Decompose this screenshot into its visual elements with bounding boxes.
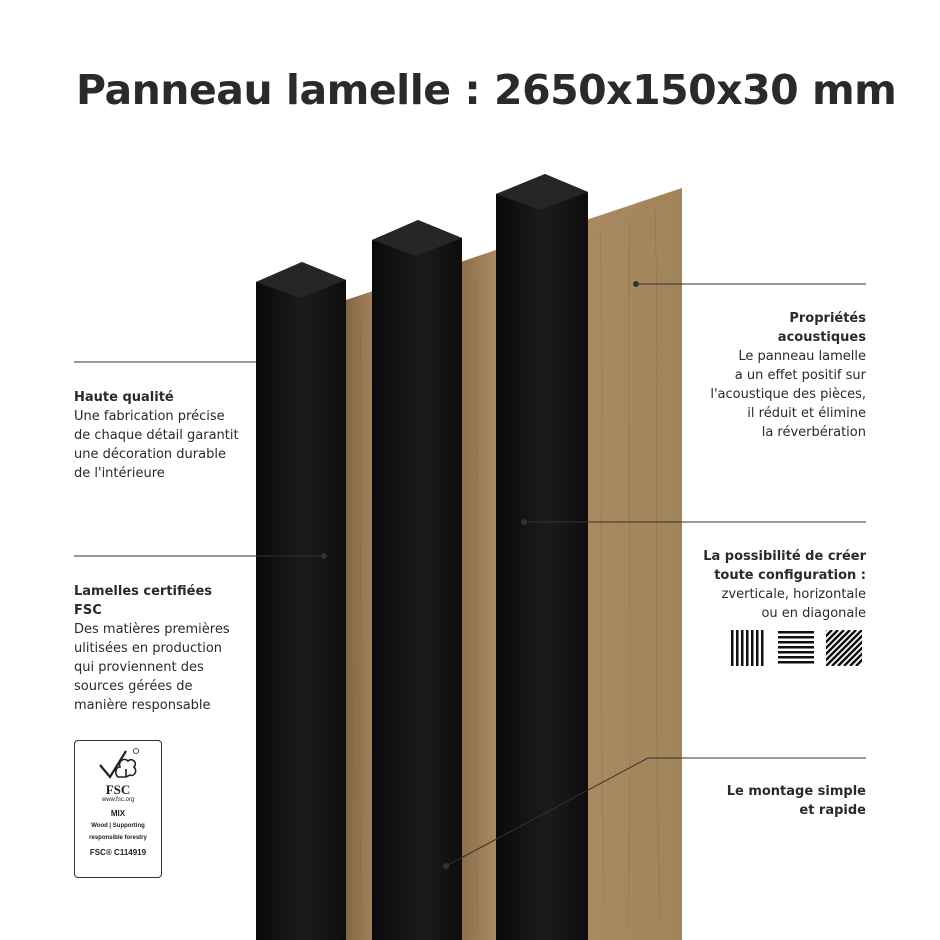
feature-text-line: l'acoustique des pièces, [710, 387, 866, 402]
feature-text-line: zverticale, horizontale [721, 587, 866, 602]
feature-text-line: la réverbération [761, 425, 866, 440]
feature-heading: acoustiques [777, 330, 866, 345]
fsc-code: FSC® C114919 [89, 848, 147, 857]
feature-text-line: Des matières premières [74, 622, 230, 637]
feature-acoustique [666, 309, 866, 442]
feature-heading: toute configuration : [714, 568, 866, 583]
feature-heading: La possibilité de créer [703, 549, 866, 564]
vertical-lines-icon [730, 630, 766, 666]
feature-text-line: manière responsable [74, 698, 211, 713]
fsc-sub-line: Wood | Supporting [91, 823, 145, 829]
oak-channel [346, 292, 372, 940]
feature-text-line: Une fabrication précise [74, 409, 225, 424]
feature-text-line: de l'intérieure [74, 466, 165, 481]
orientation-icons [730, 630, 866, 666]
oak-channel [462, 250, 496, 940]
feature-text-line: ulitisées en production [74, 641, 223, 656]
black-slat [372, 220, 462, 940]
fsc-mix: MIX [110, 809, 126, 818]
feature-haute-qualite [74, 388, 274, 483]
feature-text-line: Le panneau lamelle [738, 349, 866, 364]
feature-heading: FSC [74, 603, 102, 618]
fsc-url: www.fsc.org [101, 797, 135, 803]
feature-heading: Propriétés [789, 311, 866, 326]
feature-heading: Lamelles certifiées [74, 584, 213, 599]
feature-text-line: de chaque détail garantit [74, 428, 239, 443]
horizontal-lines-icon [778, 630, 814, 666]
black-slat [496, 174, 588, 940]
fsc-name: FSC [105, 782, 131, 797]
feature-text-line: une décoration durable [74, 447, 226, 462]
page-title: Panneau lamelle : 2650x150x30 mm [76, 66, 897, 114]
feature-text-line: a un effet positif sur [734, 368, 866, 383]
fsc-tree-check-icon [96, 747, 140, 781]
feature-configuration [666, 547, 866, 623]
feature-text-line: qui proviennent des [74, 660, 204, 675]
feature-montage [666, 782, 866, 820]
diagonal-lines-icon [826, 630, 862, 666]
feature-fsc [74, 582, 274, 715]
feature-heading: Le montage simple [726, 784, 866, 799]
feature-heading: Haute qualité [74, 390, 174, 405]
feature-heading: et rapide [799, 803, 866, 818]
fsc-certification-label [74, 740, 162, 878]
fsc-sub-line: responsible forestry [89, 835, 147, 841]
feature-text-line: il réduit et élimine [747, 406, 866, 421]
feature-text-line: ou en diagonale [761, 606, 866, 621]
feature-text-line: sources gérées de [74, 679, 193, 694]
